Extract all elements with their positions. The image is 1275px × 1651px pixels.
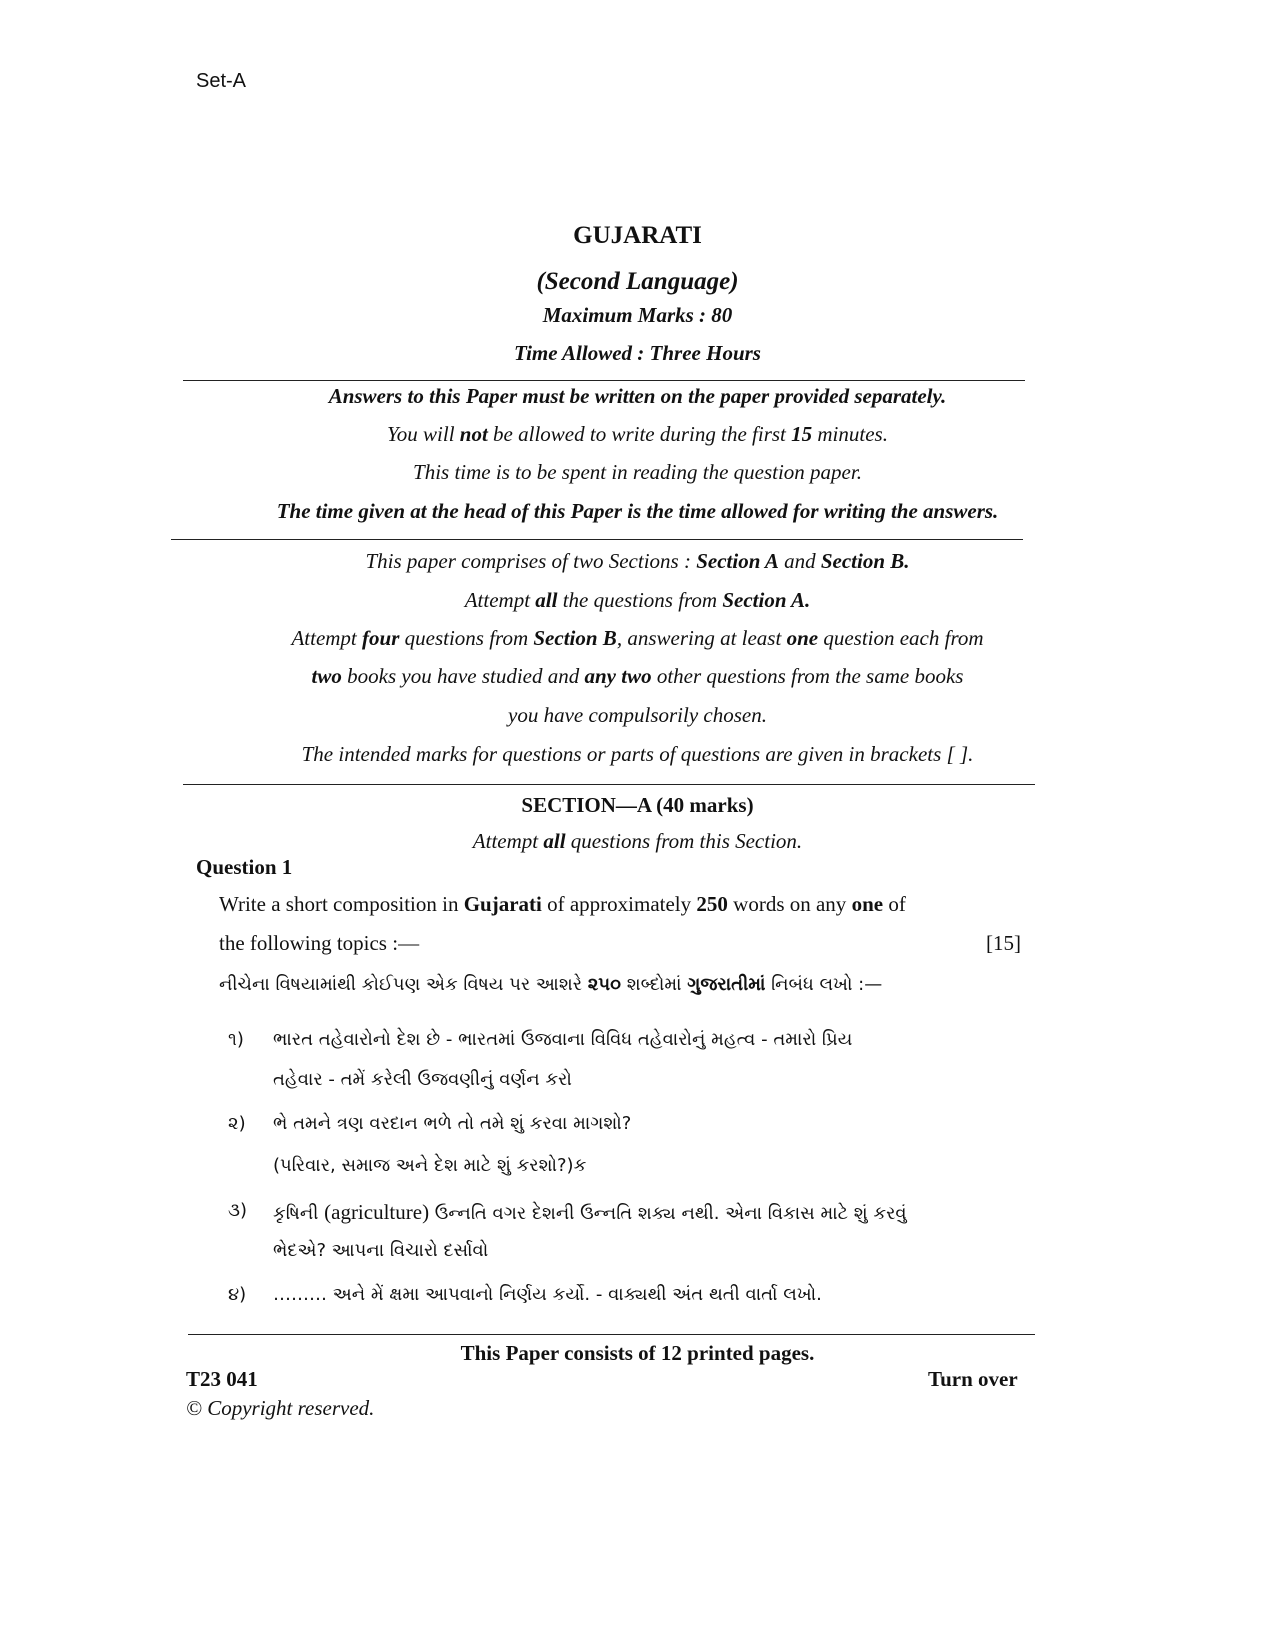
topic-2-number: ૨) [228, 1113, 246, 1134]
attempt-section-a-line: Attempt all the questions from Section A. [464, 588, 811, 612]
books-line: two books you have studied and any two other questions from the same books [311, 664, 964, 688]
question-1-gujarati-instruction: નીચેના વિષયામાંથી કોઈપણ એક વિષય પર આશરે ૨૫૦ શબ્દોમાં ગુજરાતીમાં નિબંધ લખો :— [219, 974, 883, 995]
language-subtitle: (Second Language) [536, 268, 739, 295]
topic-3-line-1: કૃષિની (agriculture) ઉન્નતિ વગર દેશની ઉન્નતિ શક્ય નથી. એના વિકાસ માટે શું કરવું [273, 1200, 907, 1224]
instruction-writing-time: The time given at the head of this Paper is the time allowed for writing the answers. [276, 499, 999, 523]
divider-4 [188, 1334, 1035, 1335]
instruction-reading: This time is to be spent in reading the question paper. [413, 460, 862, 484]
topic-2-line-1: ભે તમને ત્રણ વરદાન ભળે તો તમે શું કરવા માગશો? [273, 1113, 632, 1134]
divider-3 [183, 784, 1035, 785]
topic-3-number: ૩) [228, 1200, 248, 1221]
turn-over: Turn over [928, 1367, 1018, 1391]
topic-1-line-1: ભારત તહેવારોનો દેશ છે - ભારતમાં ઉજવાના વિવિધ તહેવારોનું મહત્વ - તમારો પ્રિય [273, 1029, 853, 1050]
topic-1-line-2: તહેવાર - તમેં કરેલી ઉજવણીનું વર્ણન કરો [273, 1069, 572, 1090]
section-a-subtitle: Attempt all questions from this Section. [472, 829, 803, 853]
question-1-text-line-1: Write a short composition in Gujarati of approximately 250 words on any one of [219, 892, 906, 916]
compulsory-line: you have compulsorily chosen. [508, 703, 767, 727]
instruction-reading-time: You will not be allowed to write during the first 15 minutes. [387, 422, 888, 446]
topic-3-line-2: ભેદએ? આપના વિચારો દર્સાવો [273, 1240, 489, 1261]
paper-sections-line: This paper comprises of two Sections : Section A and Section B. [365, 549, 910, 573]
copyright: © Copyright reserved. [186, 1396, 375, 1420]
divider-2 [171, 539, 1023, 540]
attempt-section-b-line: Attempt four questions from Section B, answering at least one question each from [291, 626, 984, 650]
topic-2-line-2: (પરિવાર, સમાજ અને દેશ માટે શું કરશો?)ક [273, 1155, 587, 1176]
set-label: Set-A [196, 70, 247, 92]
subject-title: GUJARATI [573, 222, 702, 249]
question-1-title: Question 1 [196, 855, 293, 879]
max-marks: Maximum Marks : 80 [542, 303, 733, 327]
section-a-title: SECTION—A (40 marks) [521, 793, 754, 817]
question-1-text-line-2: the following topics :— [219, 931, 420, 955]
instruction-answers: Answers to this Paper must be written on the paper provided separately. [328, 384, 947, 408]
marks-note-line: The intended marks for questions or parts of questions are given in brackets [ ]. [301, 742, 974, 766]
divider-1 [183, 380, 1025, 381]
paper-code: T23 041 [186, 1367, 258, 1391]
topic-4-line-1: ……… અને મેં ક્ષમા આપવાનો નિર્ણય કર્યો. - વાક્યથી અંત થતી વાર્તા લખો. [273, 1284, 822, 1305]
topic-1-number: ૧) [228, 1029, 244, 1050]
topic-4-number: ૪) [228, 1284, 247, 1305]
question-1-marks: [15] [986, 931, 1021, 955]
page-count: This Paper consists of 12 printed pages. [460, 1341, 815, 1365]
time-allowed: Time Allowed : Three Hours [514, 341, 761, 365]
